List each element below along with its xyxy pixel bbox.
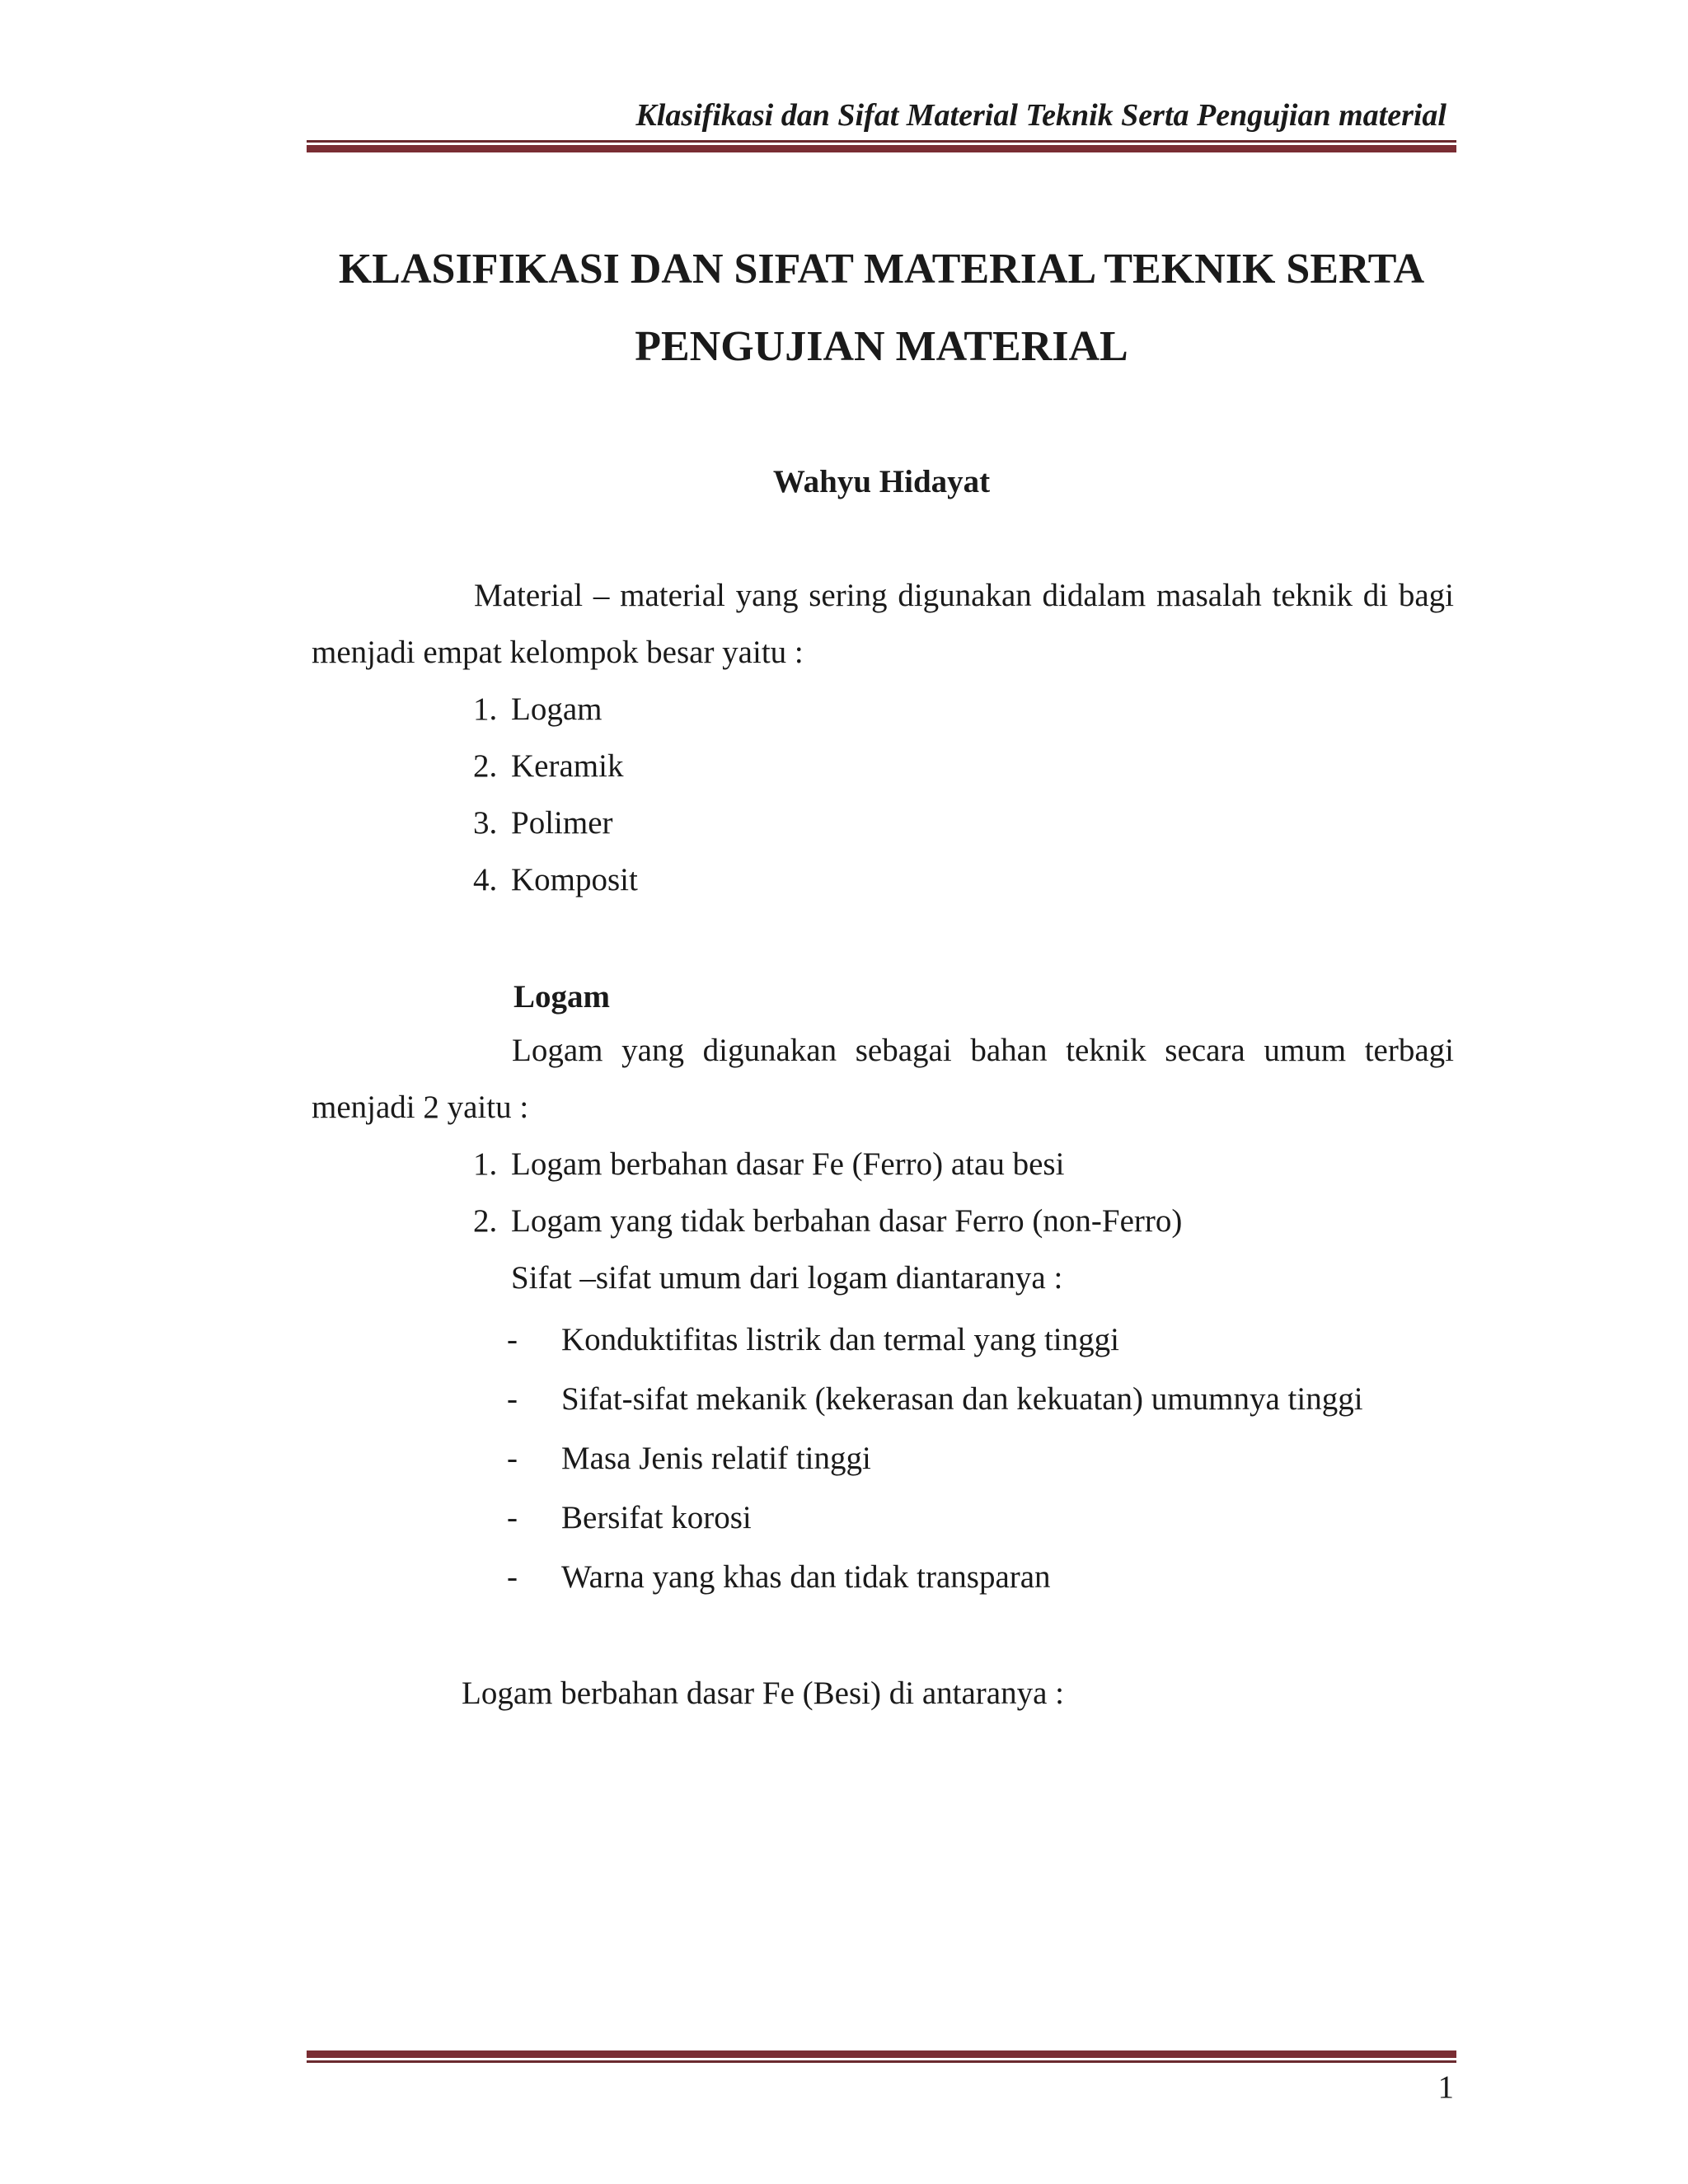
list-item bbox=[507, 1488, 1363, 1548]
closing-line: Logam berbahan dasar Fe (Besi) di antaranya : bbox=[462, 1675, 1064, 1711]
list-item-text: Masa Jenis relatif tinggi bbox=[561, 1441, 871, 1476]
properties-intro: Sifat –sifat umum dari logam diantaranya : bbox=[511, 1260, 1063, 1296]
intro-paragraph bbox=[312, 567, 1454, 681]
list-item-text: Sifat-sifat mekanik (kekerasan dan kekuatan) umumnya tinggi bbox=[561, 1381, 1363, 1417]
list-item-text: Keramik bbox=[511, 748, 624, 784]
list-item bbox=[473, 1136, 1182, 1193]
list-item bbox=[473, 681, 638, 738]
list-item bbox=[473, 794, 638, 851]
document-title-line-1: KLASIFIKASI DAN SIFAT MATERIAL TEKNIK SERTA bbox=[338, 246, 1425, 293]
list-item-text: Konduktifitas listrik dan termal yang tinggi bbox=[561, 1322, 1119, 1357]
dash-bullet: - bbox=[507, 1500, 518, 1535]
dash-bullet: - bbox=[507, 1381, 518, 1417]
list-item-text: Logam yang tidak berbahan dasar Ferro (non-Ferro) bbox=[511, 1203, 1183, 1239]
footer-rule-thin bbox=[307, 2060, 1456, 2063]
footer-rule bbox=[307, 2050, 1456, 2063]
list-item bbox=[473, 738, 638, 794]
dash-bullet: - bbox=[507, 1322, 518, 1357]
list-item-text: Warna yang khas dan tidak transparan bbox=[561, 1559, 1051, 1595]
header-rule-thick bbox=[307, 145, 1456, 152]
document-title-line-2: PENGUJIAN MATERIAL bbox=[635, 323, 1128, 370]
list-item-text: Polimer bbox=[511, 805, 613, 841]
header-rule-thin bbox=[307, 140, 1456, 143]
list-item-text: Logam berbahan dasar Fe (Ferro) atau besi bbox=[511, 1146, 1065, 1182]
list-item-text: Bersifat korosi bbox=[561, 1500, 752, 1535]
list-item bbox=[473, 1193, 1182, 1249]
list-item bbox=[473, 851, 638, 908]
list-item bbox=[507, 1310, 1363, 1370]
logam-intro-paragraph bbox=[312, 1022, 1454, 1136]
dash-bullet: - bbox=[507, 1441, 518, 1476]
logam-intro-text: Logam yang digunakan sebagai bahan teknik secara umum terbagi menjadi 2 yaitu : bbox=[312, 1033, 1454, 1125]
section-heading-logam: Logam bbox=[513, 979, 610, 1015]
page-number: 1 bbox=[1437, 2069, 1454, 2105]
list-item bbox=[507, 1370, 1363, 1429]
document-title bbox=[307, 231, 1456, 386]
dash-bullet: - bbox=[507, 1559, 518, 1595]
list-item bbox=[507, 1548, 1363, 1607]
list-item bbox=[507, 1429, 1363, 1488]
running-header: Klasifikasi dan Sifat Material Teknik Serta Pengujian material bbox=[635, 98, 1447, 133]
list-item-text: Logam bbox=[511, 691, 603, 727]
list-item-number: 1. bbox=[473, 691, 498, 727]
author-name: Wahyu Hidayat bbox=[772, 464, 991, 499]
properties-list bbox=[507, 1310, 1363, 1607]
footer-rule-thick bbox=[307, 2050, 1456, 2058]
material-groups-list bbox=[473, 681, 638, 908]
list-item-number: 4. bbox=[473, 862, 498, 898]
logam-types-list bbox=[473, 1136, 1182, 1249]
list-item-number: 2. bbox=[473, 748, 498, 784]
list-item-number: 2. bbox=[473, 1203, 498, 1239]
list-item-number: 3. bbox=[473, 805, 498, 841]
intro-text: Material – material yang sering digunakan didalam masalah teknik di bagi menjadi empat kelompok besar yaitu : bbox=[312, 578, 1454, 670]
list-item-number: 1. bbox=[473, 1146, 498, 1182]
list-item-text: Komposit bbox=[511, 862, 638, 898]
header-rule bbox=[307, 140, 1456, 152]
